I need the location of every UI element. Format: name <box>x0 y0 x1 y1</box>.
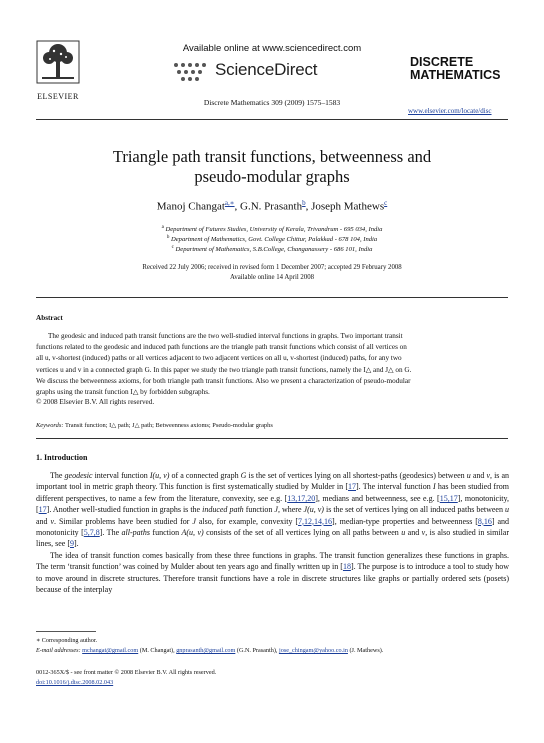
text-run: , where <box>277 505 304 515</box>
math-term: u <box>401 528 406 538</box>
article-title <box>0 147 544 187</box>
author-name: G.N. Prasanth <box>240 200 303 213</box>
keywords-list: Transit function; I△ path; J△ path; Betweenness axioms; Pseudo-modular graphs <box>64 422 273 429</box>
text-run: ]. <box>74 539 79 549</box>
available-online-date: Available online 14 April 2008 <box>229 274 315 281</box>
text-run: ]. The purpose is to introduce a tool to study how to move around in discrete structures. Therefore transit functions have a role in discrete structures like graphs or partially ordered sets (posets) because of the interplay <box>36 562 510 595</box>
introduction-body <box>36 470 509 595</box>
math-term: u <box>466 471 471 480</box>
math-term: v <box>50 516 55 526</box>
citation-link[interactable]: 18 <box>342 562 351 572</box>
sciencedirect-logo <box>170 60 370 84</box>
keywords-label: Keywords: <box>36 422 64 429</box>
text-run: ]. The <box>99 528 122 538</box>
math-term: J(u, v) <box>303 505 324 515</box>
math-term: J <box>274 505 278 515</box>
text-run: is the set of vertices lying on all shortest-paths (geodesics) between <box>246 471 467 480</box>
journal-logo-line1: DISCRETE <box>410 55 474 69</box>
text-run: ], median-type properties and betweenness [ <box>332 516 478 526</box>
text-run: function <box>150 528 182 538</box>
abstract-line: We discuss the betweenness axioms, for both triangle path transit functions. Also we present a characterization of pseudo-modular <box>36 376 411 385</box>
citation-link[interactable]: 7,12,14,16 <box>298 516 333 526</box>
affiliation-marker[interactable]: a,∗ <box>224 199 235 207</box>
math-term: u <box>505 505 509 515</box>
math-term: A(u, v) <box>181 528 204 538</box>
citation-link[interactable]: 17 <box>38 505 47 515</box>
abstract-line: all u, v-shortest (induced) paths or all vertices adjacent to two adjacent vertices on all u, v-shortest (induced) paths, for any two <box>36 354 402 363</box>
affiliation-marker[interactable]: b <box>302 199 306 207</box>
email-link[interactable]: gnprasanth@gmail.com <box>176 647 236 654</box>
text-run: . Similar problems have been studied for <box>54 516 193 526</box>
sciencedirect-dots-icon <box>170 61 210 83</box>
text-run: ]. Another well-studied function in graphs is the <box>46 505 203 515</box>
math-term: geodesic <box>64 471 93 480</box>
abstract-bottom-rule <box>36 438 508 439</box>
journal-logo-line2: MATHEMATICS <box>410 68 501 82</box>
text-run: , is also studied in similar lines, see [ <box>36 528 510 549</box>
paragraph <box>36 550 509 596</box>
text-run: function <box>243 505 275 515</box>
text-run: and <box>36 516 51 526</box>
text-run: ], monotonicity, [ <box>36 493 510 515</box>
email-link[interactable]: jose_chingam@yahoo.co.in <box>279 647 348 654</box>
citation-link[interactable]: 5,7,8 <box>83 528 100 538</box>
citation-link[interactable]: 13,17,20 <box>287 493 316 503</box>
title-line-1: Triangle path transit functions, betweenness and <box>112 147 432 166</box>
author-name: Joseph Mathews <box>311 200 385 213</box>
text-run: ], medians and betweenness, see e.g. [ <box>315 493 440 503</box>
text-run: is the set of vertices lying on all induced paths between <box>323 505 505 515</box>
abstract-line: graphs using the transit function I△ by forbidden subgraphs. <box>36 388 210 397</box>
keywords <box>36 421 273 429</box>
text-run: has been studied from different perspectives, to name a few from the literature, convexity, see e.g. [ <box>36 482 509 503</box>
text-run: The <box>50 471 65 480</box>
available-online-text: Available online at www.sciencedirect.com <box>182 43 362 54</box>
affiliation: $^c$ Department of Mathematics, S.B.College, Changanassery - 686 101, India <box>171 245 373 254</box>
title-line-2: pseudo-modular graphs <box>194 167 350 186</box>
journal-logo <box>410 56 501 82</box>
citation-link[interactable]: 8,16 <box>477 516 492 526</box>
text-run: , is an important tool in metric graph theory. This function is first systematically studied by Mulder in [ <box>36 471 510 492</box>
journal-url-link[interactable]: www.elsevier.com/locate/disc <box>408 107 492 115</box>
text-run: and <box>405 528 422 538</box>
text-run: The idea of transit function comes basically from these three functions in graphs. The transit function generalizes these functions in graphs. The term ‘transit function’ was coined by Mulder about ten years ago and finally written up in [ <box>36 550 509 572</box>
abstract-body <box>36 331 509 398</box>
issn-line: 0012-365X/$ - see front matter © 2008 Elsevier B.V. All rights reserved. <box>36 669 217 676</box>
section-heading: 1. Introduction <box>36 453 88 462</box>
paragraph <box>36 470 509 550</box>
math-term: all-paths <box>121 528 150 538</box>
citation-link[interactable]: 17 <box>348 482 357 492</box>
author-name: Manoj Changat <box>156 200 225 213</box>
author-list: Manoj Changat$^{a,∗}$, G.N. Prasanth$^b$, Joseph Mathews$^c$ <box>156 199 388 213</box>
corresponding-author-note: ∗ Corresponding author. <box>36 637 98 644</box>
footnote-rule <box>36 631 96 632</box>
affiliation-marker[interactable]: c <box>384 199 388 207</box>
text-run: interval function <box>92 471 150 480</box>
abstract-line: functions related to the geodesic and induced path functions are the triangle path transit functions which consist of all vertices on <box>36 343 407 352</box>
doi-link[interactable]: doi:10.1016/j.disc.2008.02.043 <box>36 679 114 686</box>
abstract-heading: Abstract <box>36 314 63 322</box>
math-term: I <box>432 482 436 492</box>
abstract-line: vertices u and v in a connected graph G. In this paper we study the two triangle path transit functions, namely the I△ and J△ on G. <box>36 365 412 374</box>
abstract-top-rule <box>36 297 508 298</box>
math-term: G <box>240 471 247 480</box>
text-run: ] and monotonicity [ <box>36 516 510 538</box>
text-run: and <box>470 471 487 480</box>
math-term: induced path <box>202 505 244 515</box>
text-run: also, for example, convexity [ <box>195 516 299 526</box>
header-rule <box>36 119 508 120</box>
math-term: I(u, v) <box>149 471 170 480</box>
math-term: J <box>192 516 196 526</box>
citation-link[interactable]: 15,17 <box>439 493 458 503</box>
text-run: ]. The interval function <box>356 482 433 492</box>
email-footnote: E-mail addresses: mchangat@gmail.com (M. Changat), gnprasanth@gmail.com (G.N. Prasanth), jose_chingam@yahoo.co.in (J. Mathews). <box>36 647 384 654</box>
math-term: v <box>421 528 426 538</box>
citation-link[interactable]: 9 <box>70 539 74 549</box>
affiliation: $^a$ Department of Futures Studies, University of Kerala, Trivandrum - 695 034, India <box>161 225 383 234</box>
copyright-notice: © 2008 Elsevier B.V. All rights reserved. <box>36 398 155 406</box>
received-dates: Received 22 July 2006; received in revised form 1 December 2007; accepted 29 February 2008 <box>142 264 402 271</box>
abstract-line: The geodesic and induced path transit functions are the two well-studied interval functions in graphs. Two important transit <box>48 332 403 340</box>
math-term: v <box>486 471 490 480</box>
affiliation: $^b$ Department of Mathematics, Govt. College Chittur, Palakkad - 678 104, India <box>166 235 378 244</box>
text-run: of a connected graph <box>169 471 241 480</box>
journal-citation: Discrete Mathematics 309 (2009) 1575–1583 <box>203 98 341 107</box>
publisher-name: ELSEVIER <box>37 92 79 101</box>
email-link[interactable]: mchangat@gmail.com <box>82 647 139 654</box>
text-run: consists of the set of all vertices lying on all paths between <box>203 528 402 538</box>
sciencedirect-wordmark: ScienceDirect <box>215 60 318 79</box>
